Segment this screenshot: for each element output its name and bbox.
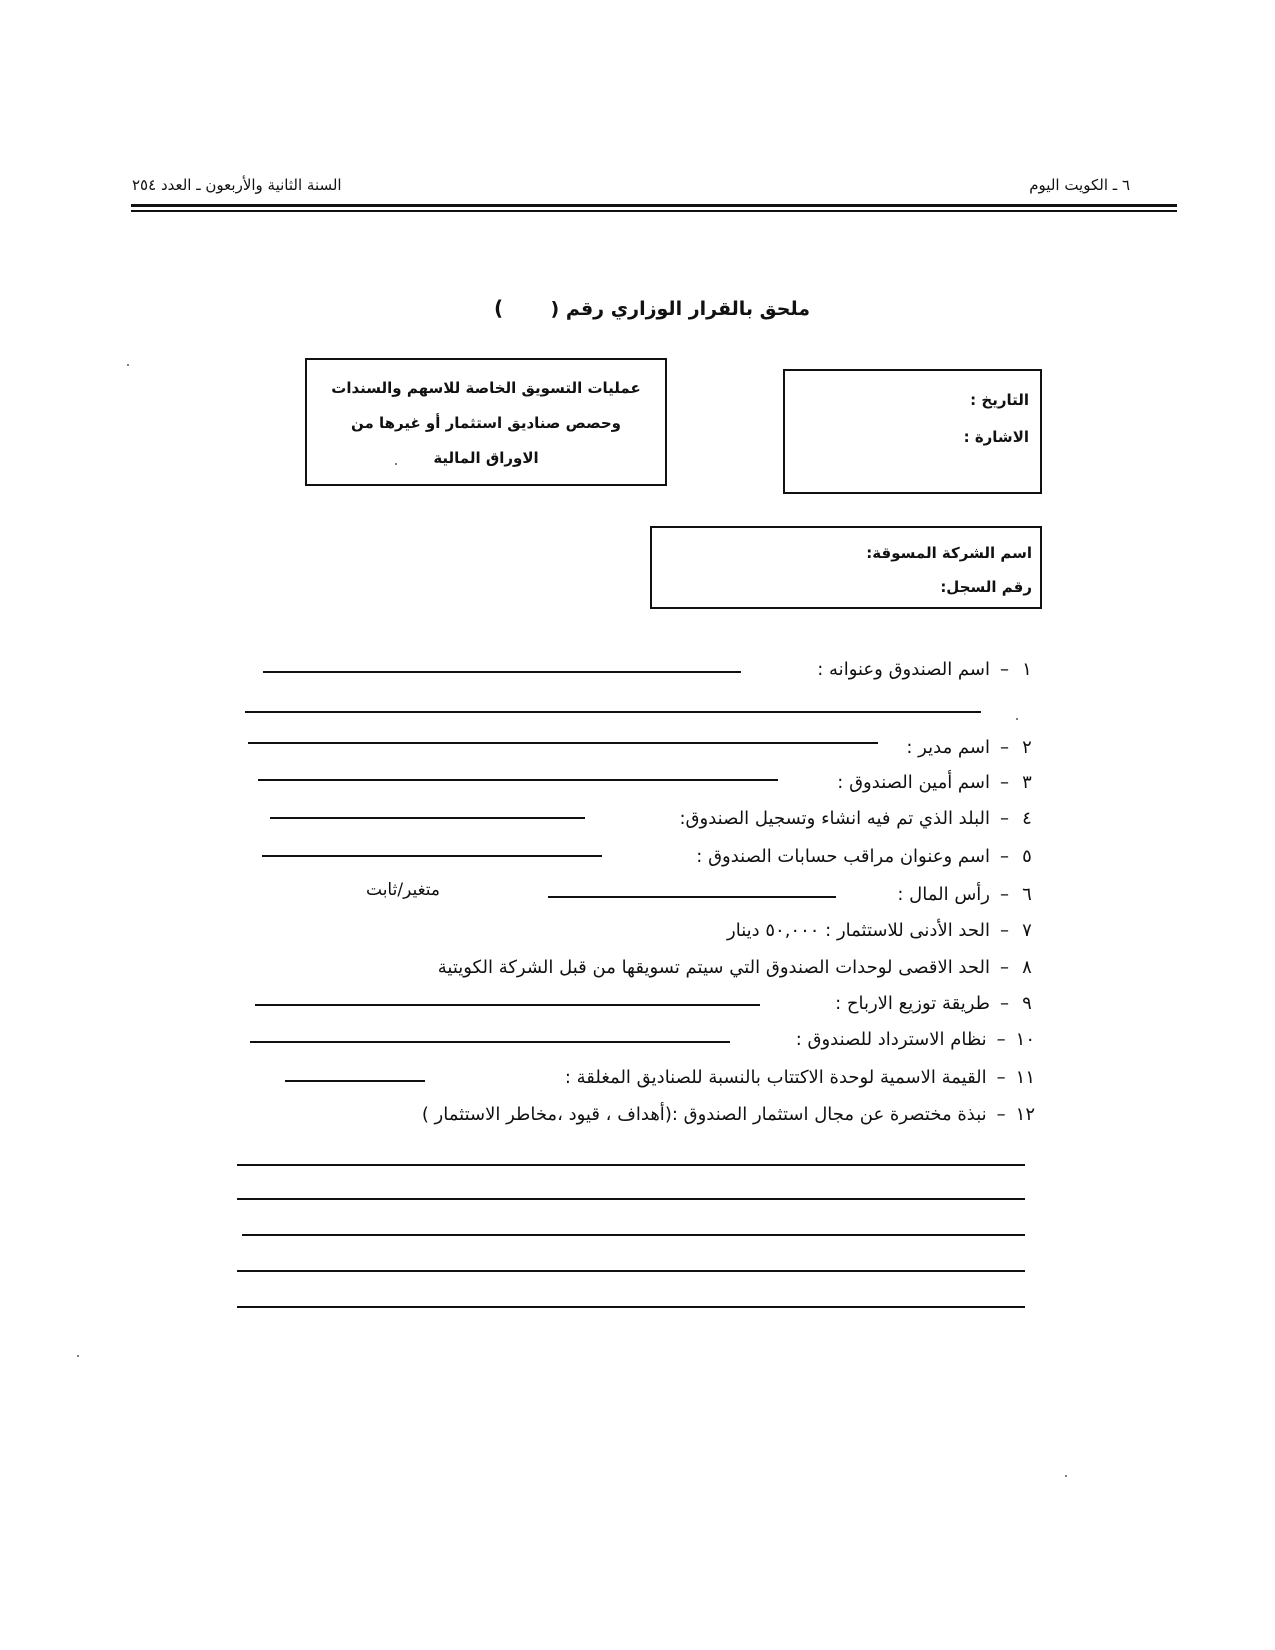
fill-line	[285, 1080, 425, 1082]
item-number: ١٢	[1015, 1104, 1035, 1125]
fill-line	[248, 742, 878, 744]
scan-speck	[1065, 1475, 1067, 1477]
fill-line	[250, 1041, 730, 1043]
item-number: ٧	[1022, 920, 1032, 941]
item-number: ١١	[1015, 1067, 1035, 1088]
list-item: ٩–طريقة توزيع الارباح :	[835, 992, 1035, 1016]
item-number: ١٠	[1015, 1029, 1035, 1050]
fill-line	[237, 1306, 1025, 1308]
operations-line-2: وحصص صناديق استثمار أو غيرها من	[350, 414, 622, 432]
list-item: ١–اسم الصندوق وعنوانه :	[817, 658, 1035, 682]
item-number: ٤	[1022, 808, 1032, 829]
list-item: ٢–اسم مدير :	[906, 736, 1035, 760]
scan-speck	[127, 364, 129, 366]
date-label: التاريخ :	[970, 391, 1029, 409]
fill-line	[270, 817, 585, 819]
fill-line	[262, 855, 602, 857]
item-label: البلد الذي تم فيه انشاء وتسجيل الصندوق:	[679, 808, 990, 829]
item-label: طريقة توزيع الارباح :	[835, 993, 990, 1014]
scan-speck	[1016, 718, 1018, 720]
item-label: الحد الأدنى للاستثمار : ٥٠,٠٠٠ دينار	[727, 920, 990, 941]
list-item: ١١–القيمة الاسمية لوحدة الاكتتاب بالنسبة للصناديق المغلقة :	[564, 1067, 1035, 1088]
list-item: ٤–البلد الذي تم فيه انشاء وتسجيل الصندوق:	[679, 807, 1035, 831]
fill-line	[242, 1234, 1025, 1236]
list-item: ٦–رأس المال :	[897, 883, 1035, 907]
operations-line-3: الاوراق المالية	[433, 449, 539, 467]
fill-line	[245, 711, 981, 713]
item-number: ٦	[1022, 884, 1032, 905]
page-title: ملحق بالقرار الوزاري رقم (	[550, 298, 810, 320]
item-label: الحد الاقصى لوحدات الصندوق التي سيتم تسويقها من قبل الشركة الكويتية	[437, 957, 990, 978]
item-label: رأس المال :	[897, 884, 990, 905]
item-label: نظام الاسترداد للصندوق :	[795, 1029, 987, 1050]
list-item: ١٢–نبذة مختصرة عن مجال استثمار الصندوق :(أهداف ، قيود ،مخاطر الاستثمار )	[421, 1104, 1035, 1125]
reference-label: الاشارة :	[963, 428, 1029, 446]
list-item: ٣–اسم أمين الصندوق :	[837, 771, 1035, 795]
item-label: القيمة الاسمية لوحدة الاكتتاب بالنسبة للصناديق المغلقة :	[564, 1067, 987, 1088]
list-item: ٧–الحد الأدنى للاستثمار : ٥٠,٠٠٠ دينار	[727, 919, 1035, 943]
item-number: ١	[1022, 659, 1032, 680]
title-close-paren: )	[494, 296, 504, 320]
fill-line	[255, 1004, 760, 1006]
item-label: نبذة مختصرة عن مجال استثمار الصندوق :(أهداف ، قيود ،مخاطر الاستثمار )	[421, 1104, 987, 1125]
item-number: ٣	[1022, 772, 1032, 793]
list-item: ٨–الحد الاقصى لوحدات الصندوق التي سيتم تسويقها من قبل الشركة الكويتية	[438, 956, 1035, 980]
list-item: ٥–اسم وعنوان مراقب حسابات الصندوق :	[696, 845, 1035, 869]
item-label: اسم أمين الصندوق :	[837, 772, 990, 793]
company-name-label: اسم الشركة المسوقة:	[866, 544, 1032, 562]
fill-line	[237, 1270, 1025, 1272]
item-number: ٢	[1022, 737, 1032, 758]
fill-line	[263, 671, 741, 673]
operations-line-1: عمليات التسويق الخاصة للاسهم والسندات	[331, 379, 641, 397]
registry-number-label: رقم السجل:	[940, 578, 1032, 596]
fill-line	[258, 779, 778, 781]
item-number: ٨	[1022, 957, 1032, 978]
scan-speck	[77, 1355, 79, 1357]
company-box	[650, 526, 1042, 609]
date-reference-box	[783, 369, 1042, 494]
fill-line	[548, 896, 836, 898]
fill-line	[237, 1164, 1025, 1166]
list-item: ١٠–نظام الاسترداد للصندوق :	[795, 1029, 1035, 1050]
scan-speck	[395, 463, 397, 465]
item-label: اسم مدير :	[906, 737, 990, 758]
operations-box	[305, 358, 667, 486]
item-label: اسم وعنوان مراقب حسابات الصندوق :	[696, 846, 990, 867]
page-label: ٦ ـ الكويت اليوم	[1029, 176, 1130, 194]
item-number: ٥	[1022, 846, 1032, 867]
item-number: ٩	[1022, 993, 1032, 1014]
header-rule-thin	[131, 210, 1177, 212]
item-label: اسم الصندوق وعنوانه :	[817, 659, 990, 680]
fill-line	[237, 1198, 1025, 1200]
issue-label: السنة الثانية والأربعون ـ العدد ٢٥٤	[132, 176, 342, 194]
header-rule	[131, 204, 1177, 207]
capital-type-note: متغير/ثابت	[366, 880, 441, 900]
